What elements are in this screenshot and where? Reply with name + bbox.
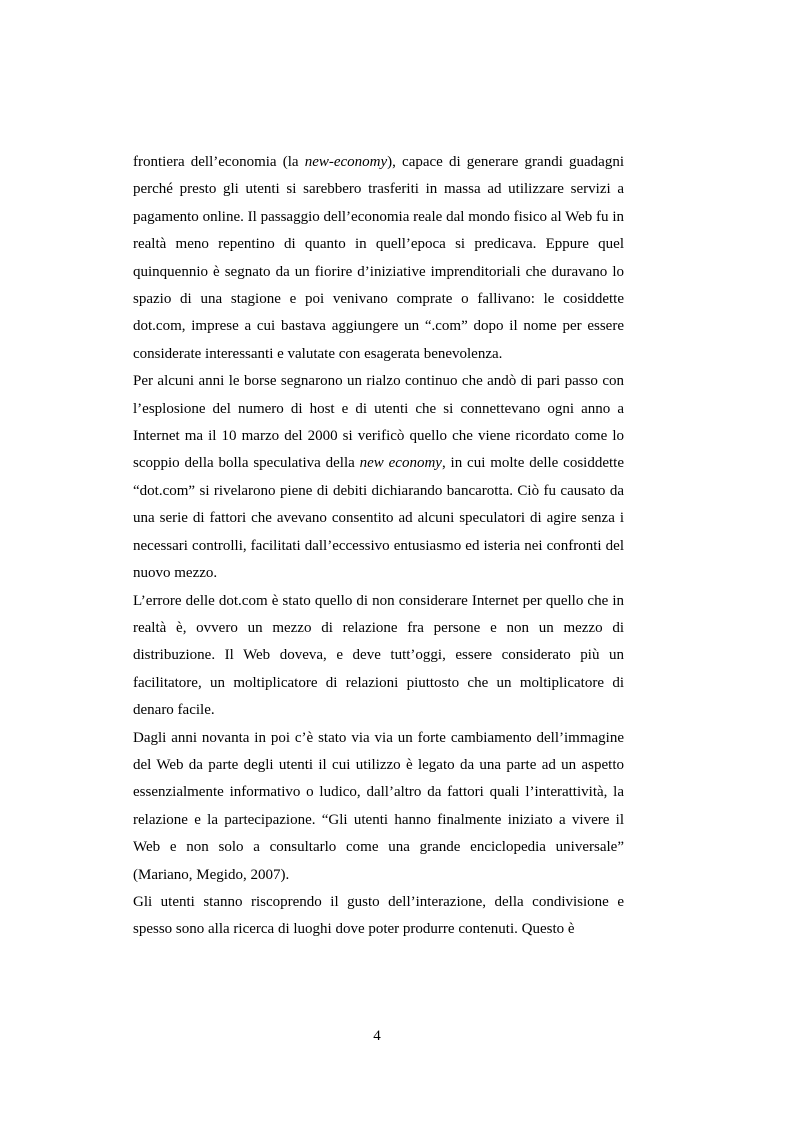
paragraph-text: Dagli anni novanta in poi c’è stato via via un forte cambiamento dell’immagine del Web da parte degli utenti il cui utilizzo è legato da una parte ad un aspetto essenzialmente informativo o ludico, dall’altro da fattori quali l’interattività, la relazione e la partecipazione. “Gli utenti hanno finalmente iniziato a vivere il Web e non solo a consultarlo come una grande enciclopedia universale” (Mariano, Megido, 2007). bbox=[133, 729, 624, 883]
page-number: 4 bbox=[373, 1028, 381, 1044]
italic-term: new-economy bbox=[304, 154, 388, 170]
paragraph-text: , in cui molte delle cosiddette “dot.com” si rivelarono piene di debiti dichiarando bancarotta. Ciò fu causato da una serie di fattori che avevano consentito ad alcuni speculatori di agire senza i necessari controlli, facilitati dall’eccessivo entusiasmo ed isteria nei confronti del nuovo mezzo. bbox=[133, 455, 624, 582]
paragraph-text: frontiera dell’economia (la bbox=[133, 154, 305, 170]
paragraph-1 bbox=[133, 149, 624, 368]
paragraph-2 bbox=[133, 368, 624, 587]
italic-term: new economy bbox=[359, 455, 442, 472]
page-body bbox=[133, 149, 624, 944]
paragraph-text: Gli utenti stanno riscoprendo il gusto dell’interazione, della condivisione e spesso sono alla ricerca di luoghi dove poter produrre contenuti. Questo è bbox=[133, 893, 624, 938]
paragraph-5 bbox=[133, 889, 624, 944]
paragraph-4 bbox=[133, 725, 624, 889]
paragraph-3 bbox=[133, 588, 624, 725]
paragraph-text: L’errore delle dot.com è stato quello di non considerare Internet per quello che in realtà è, ovvero un mezzo di relazione fra persone e non un mezzo di distribuzione. Il Web doveva, e deve tutt’oggi, essere considerato più un facilitatore, un moltiplicatore di relazioni piuttosto che un moltiplicatore di denaro facile. bbox=[133, 592, 624, 719]
paragraph-text: ), capace di generare grandi guadagni perché presto gli utenti si sarebbero trasferiti in massa ad utilizzare servizi a pagamento online. Il passaggio dell’economia reale dal mondo fisico al Web fu in realtà meno repentino di quanto in quell’epoca si predicava. Eppure quel quinquennio è segnato da un fiorire d’iniziative imprenditoriali che duravano lo spazio di una stagione e poi venivano comprate o fallivano: le cosiddette dot.com, imprese a cui bastava aggiungere un “.com” dopo il nome per essere considerate interessanti e valutate con esagerata benevolenza. bbox=[133, 154, 624, 362]
paragraph-text: Per alcuni anni le borse segnarono un rialzo continuo che andò di pari passo con l’esplosione del numero di host e di utenti che si connettevano ogni anno a Internet ma il 10 marzo del 2000 si verificò quello che viene ricordato come lo scoppio della bolla speculativa della bbox=[133, 373, 624, 472]
